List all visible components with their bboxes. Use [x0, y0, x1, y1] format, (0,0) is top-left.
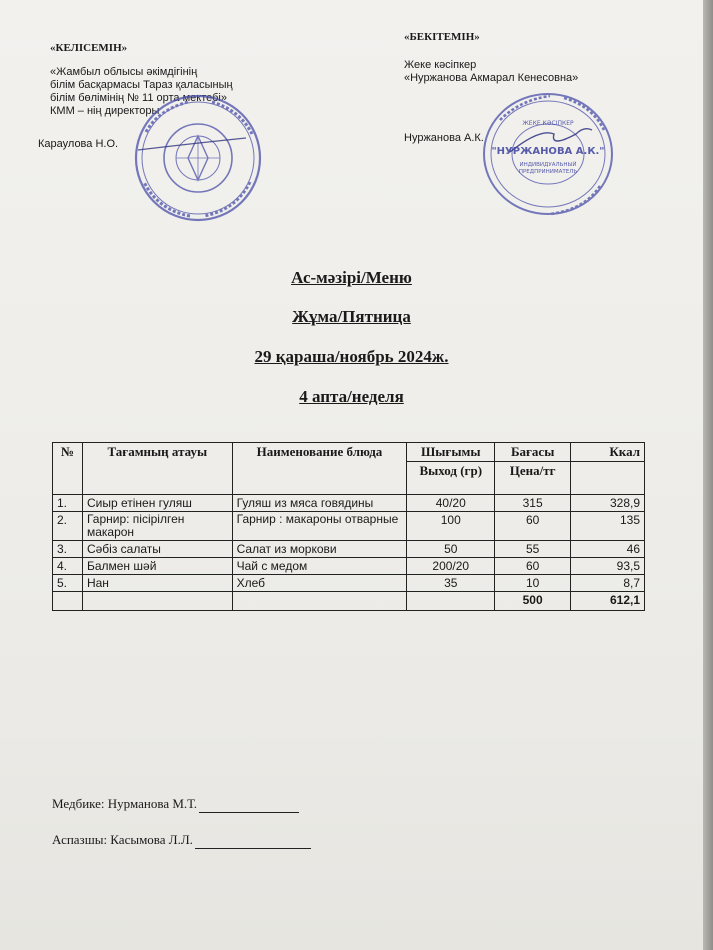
- agreed-line-3: білім бөлімінің № 11 орта мектебі»: [50, 92, 227, 104]
- row-kcal: 46: [571, 541, 645, 558]
- row-price: 315: [495, 495, 571, 512]
- row-name-kz: Гарнир: пісірілген макарон: [82, 512, 232, 541]
- agreed-line-2: білім басқармасы Тараз қаласының: [50, 79, 233, 91]
- row-kcal: 8,7: [571, 575, 645, 592]
- row-kcal: 135: [571, 512, 645, 541]
- header-name-kz: Тағамның атауы: [82, 443, 232, 495]
- approved-line-1: Жеке кәсіпкер: [404, 59, 477, 71]
- agreed-line-4: КММ – нің директоры: [50, 105, 160, 117]
- row-name-ru: Гарнир : макароны отварные: [232, 512, 407, 541]
- table-header-row: [53, 443, 645, 462]
- table-row: [53, 558, 645, 575]
- row-num: 2.: [53, 512, 83, 541]
- row-kcal: 93,5: [571, 558, 645, 575]
- header-empty: [571, 462, 645, 495]
- row-name-ru: Хлеб: [232, 575, 407, 592]
- approved-title: «БЕКІТЕМІН»: [404, 31, 480, 43]
- header-kcal: Ккал: [571, 443, 645, 462]
- row-output: 200/20: [407, 558, 495, 575]
- header-output-kz: Шығымы: [407, 443, 495, 462]
- row-num: 4.: [53, 558, 83, 575]
- table-row: [53, 541, 645, 558]
- row-output: 100: [407, 512, 495, 541]
- total-empty-3: [232, 592, 407, 611]
- stamp-sub-text: ИНДИВИДУАЛЬНЫЙ ПРЕДПРИНИМАТЕЛЬ: [518, 162, 578, 175]
- menu-table: [52, 442, 645, 611]
- row-name-kz: Балмен шәй: [82, 558, 232, 575]
- stamp-name: "НУРЖАНОВА А.К.": [491, 146, 605, 157]
- row-price: 60: [495, 512, 571, 541]
- nurse-signature: [52, 796, 299, 813]
- entrepreneur-stamp: [480, 90, 616, 220]
- row-output: 35: [407, 575, 495, 592]
- row-num: 3.: [53, 541, 83, 558]
- table-total-row: [53, 592, 645, 611]
- row-name-ru: Чай с медом: [232, 558, 407, 575]
- row-kcal: 328,9: [571, 495, 645, 512]
- total-kcal: 612,1: [571, 592, 645, 611]
- approved-signer: Нуржанова А.К.: [404, 132, 484, 144]
- row-name-kz: Нан: [82, 575, 232, 592]
- menu-day: Жұма/Пятница: [292, 307, 411, 326]
- menu-title: Ас-мәзірі/Меню: [291, 268, 412, 287]
- total-empty-2: [82, 592, 232, 611]
- table-row: [53, 512, 645, 541]
- cook-signature-line: [195, 832, 311, 849]
- total-price: 500: [495, 592, 571, 611]
- nurse-signature-line: [199, 796, 299, 813]
- total-empty-1: [53, 592, 83, 611]
- cook-signature: [52, 832, 311, 849]
- row-num: 5.: [53, 575, 83, 592]
- row-name-ru: Салат из моркови: [232, 541, 407, 558]
- header-output-ru: Выход (гр): [407, 462, 495, 495]
- header-price-ru: Цена/тг: [495, 462, 571, 495]
- agreed-line-1: «Жамбыл облысы әкімдігінің: [50, 66, 198, 78]
- approved-block: [404, 59, 578, 85]
- row-output: 50: [407, 541, 495, 558]
- agreed-title: «КЕЛІСЕМІН»: [50, 42, 128, 54]
- row-name-kz: Сиыр етінен гуляш: [82, 495, 232, 512]
- nurse-label: Медбике: Нурманова М.Т.: [52, 796, 198, 811]
- table-row: [53, 495, 645, 512]
- header-name-ru: Наименование блюда: [232, 443, 407, 495]
- row-name-kz: Сәбіз салаты: [82, 541, 232, 558]
- cook-label: Аспазшы: Касымова Л.Л.: [52, 832, 193, 847]
- stamp-small-text: ЖЕКЕ КӘСІПКЕР: [522, 120, 574, 127]
- row-name-ru: Гуляш из мяса говядины: [232, 495, 407, 512]
- total-empty-4: [407, 592, 495, 611]
- row-price: 10: [495, 575, 571, 592]
- table-row: [53, 575, 645, 592]
- header-num: №: [53, 443, 83, 495]
- background-edge: [703, 0, 713, 950]
- row-price: 55: [495, 541, 571, 558]
- header-price-kz: Бағасы: [495, 443, 571, 462]
- school-stamp-icon: [128, 92, 268, 227]
- row-price: 60: [495, 558, 571, 575]
- menu-date: 29 қараша/ноябрь 2024ж.: [254, 347, 449, 366]
- row-num: 1.: [53, 495, 83, 512]
- row-output: 40/20: [407, 495, 495, 512]
- agreed-signer: Караулова Н.О.: [38, 138, 119, 150]
- menu-week: 4 апта/неделя: [299, 387, 404, 406]
- approved-line-2: «Нуржанова Акмарал Кенесовна»: [404, 72, 579, 84]
